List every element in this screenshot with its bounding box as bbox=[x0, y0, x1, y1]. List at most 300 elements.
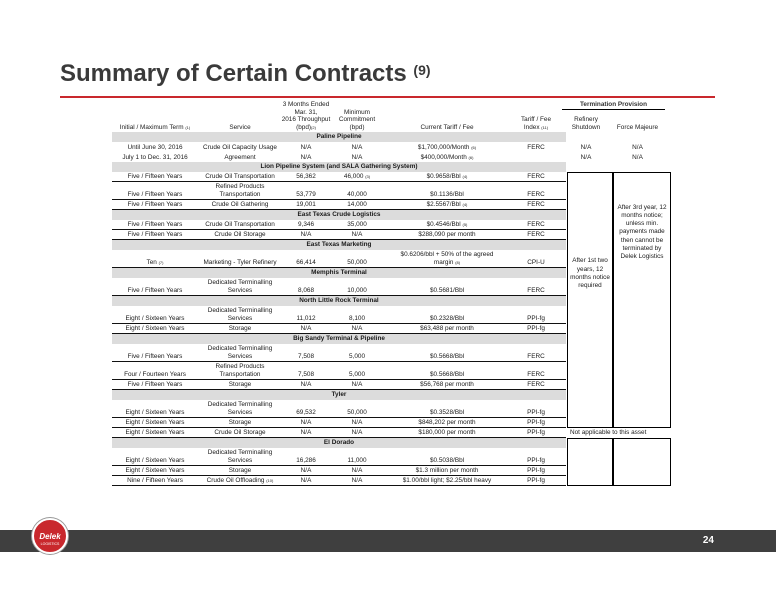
cell-tariff bbox=[384, 381, 510, 389]
cell-min bbox=[330, 221, 384, 229]
cell-term bbox=[112, 173, 198, 181]
cell-term bbox=[112, 201, 198, 209]
header-row-top bbox=[112, 100, 665, 110]
cell-tariff-footnote: (4) bbox=[462, 174, 468, 180]
cell-service-text: Storage bbox=[228, 419, 252, 427]
cell-min-text: N/A bbox=[351, 325, 363, 333]
cell-service bbox=[198, 363, 282, 379]
cell-min-text: 5,000 bbox=[349, 353, 365, 361]
cell-throughput bbox=[282, 419, 330, 427]
section-header: El Dorado bbox=[112, 438, 566, 448]
cell-index bbox=[510, 191, 562, 199]
cell-min-text: N/A bbox=[351, 381, 363, 389]
cell-throughput-text: N/A bbox=[300, 477, 312, 485]
cell-index bbox=[510, 259, 562, 267]
cell-min-text: 10,000 bbox=[347, 287, 367, 295]
cell-throughput-text: 16,286 bbox=[296, 457, 316, 465]
cell-index-text: FERC bbox=[527, 144, 545, 152]
col-header-throughput-l1: 3 Months Ended Mar. 31, bbox=[282, 100, 330, 116]
cell-term-text: Until June 30, 2016 bbox=[127, 144, 183, 152]
cell-term-text: Ten bbox=[146, 259, 157, 267]
col-header-throughput bbox=[276, 101, 336, 132]
col-header-min-l1: Minimum bbox=[344, 108, 370, 116]
col-header-min bbox=[330, 109, 384, 132]
cell-tariff bbox=[384, 419, 510, 427]
cell-term-text: Five / Fifteen Years bbox=[127, 221, 183, 229]
cell-term-text: July 1 to Dec. 31, 2016 bbox=[122, 154, 188, 162]
cell-throughput bbox=[282, 201, 330, 209]
cell-tariff bbox=[384, 353, 510, 361]
cell-min-text: 8,100 bbox=[349, 315, 365, 323]
cell-service-text: Services bbox=[227, 287, 253, 295]
cell-throughput bbox=[282, 315, 330, 323]
cell-service bbox=[198, 429, 282, 437]
cell-min-text: 11,000 bbox=[347, 457, 367, 465]
cell-index-text: FERC bbox=[527, 231, 545, 239]
cell-service-text: Storage bbox=[228, 381, 252, 389]
cell-service bbox=[198, 325, 282, 333]
cell-tariff-text: $0.9658/Bbl bbox=[426, 173, 461, 181]
cell-service bbox=[198, 477, 282, 485]
col-header-term-text: Initial / Maximum Term bbox=[119, 124, 184, 132]
table-row bbox=[112, 418, 566, 428]
cell-min-footnote: (3) bbox=[365, 174, 371, 180]
cell-tariff bbox=[384, 221, 510, 229]
cell-index-text: PPI-fg bbox=[527, 409, 545, 417]
cell-tariff bbox=[384, 287, 510, 295]
cell-index bbox=[510, 467, 562, 475]
table-row bbox=[112, 152, 665, 162]
cell-min bbox=[330, 429, 384, 437]
cell-service bbox=[198, 279, 282, 295]
cell-service-line1: Refined Products bbox=[215, 363, 265, 371]
cell-index-text: PPI-fg bbox=[527, 477, 545, 485]
cell-term-footnote: (7) bbox=[158, 260, 164, 266]
cell-index-text: CPI-U bbox=[527, 259, 545, 267]
cell-term-text: Five / Fifteen Years bbox=[127, 173, 183, 181]
cell-shutdown bbox=[562, 154, 610, 162]
el-dorado-force-box bbox=[613, 438, 671, 486]
cell-throughput bbox=[282, 221, 330, 229]
cell-service bbox=[198, 201, 282, 209]
cell-service bbox=[198, 221, 282, 229]
cell-min bbox=[330, 477, 384, 485]
cell-throughput-text: 7,508 bbox=[298, 353, 314, 361]
table-row bbox=[112, 142, 665, 152]
cell-tariff-text: $63,488 per month bbox=[420, 325, 474, 333]
cell-index-text: FERC bbox=[527, 287, 545, 295]
cell-throughput bbox=[282, 231, 330, 239]
cell-term-text: Five / Fifteen Years bbox=[127, 353, 183, 361]
cell-throughput bbox=[282, 259, 330, 267]
table-row bbox=[112, 324, 566, 334]
cell-min-text: N/A bbox=[351, 419, 363, 427]
cell-term bbox=[112, 353, 198, 361]
cell-force-text: N/A bbox=[632, 144, 643, 152]
cell-service bbox=[198, 173, 282, 181]
page-title-text: Summary of Certain Contracts bbox=[60, 60, 407, 87]
cell-service-text: Crude Oil Gathering bbox=[211, 201, 269, 209]
cell-term bbox=[112, 371, 198, 379]
table-row bbox=[112, 250, 566, 268]
cell-throughput-text: N/A bbox=[300, 231, 312, 239]
cell-service bbox=[198, 259, 282, 267]
cell-index-text: FERC bbox=[527, 371, 545, 379]
table-row bbox=[112, 220, 566, 230]
cell-service-text: Services bbox=[227, 315, 253, 323]
col-header-throughput-sup: (2) bbox=[311, 125, 316, 131]
cell-tariff bbox=[384, 457, 510, 465]
cell-min-text: N/A bbox=[351, 231, 363, 239]
col-header-min-l2: Commitment (bpd) bbox=[338, 116, 376, 132]
cell-term-text: Eight / Sixteen Years bbox=[125, 467, 185, 475]
cell-index-text: PPI-fg bbox=[527, 325, 545, 333]
cell-throughput-text: 8,068 bbox=[298, 287, 314, 295]
cell-throughput-text: N/A bbox=[300, 429, 312, 437]
cell-force-text: N/A bbox=[632, 154, 643, 162]
cell-tariff bbox=[384, 429, 510, 437]
cell-min-text: 40,000 bbox=[347, 191, 367, 199]
cell-term bbox=[112, 325, 198, 333]
cell-index bbox=[510, 409, 562, 417]
cell-tariff bbox=[384, 191, 510, 199]
cell-min bbox=[330, 201, 384, 209]
cell-min-text: N/A bbox=[351, 477, 363, 485]
cell-service bbox=[198, 183, 282, 199]
table-row bbox=[112, 448, 566, 466]
cell-tariff bbox=[384, 477, 510, 485]
table-row bbox=[112, 362, 566, 380]
cell-tariff bbox=[384, 144, 510, 152]
cell-throughput-text: 53,779 bbox=[296, 191, 316, 199]
cell-service bbox=[198, 307, 282, 323]
cell-tariff-footnote: (8) bbox=[455, 260, 461, 266]
cell-service bbox=[198, 381, 282, 389]
cell-tariff-text: $0.5668/Bbl bbox=[429, 371, 465, 379]
termination-provision-header: Termination Provision bbox=[562, 101, 665, 110]
cell-throughput-text: N/A bbox=[300, 325, 312, 333]
cell-tariff-footnote: (6) bbox=[468, 155, 474, 161]
cell-index bbox=[510, 353, 562, 361]
cell-service-text: Services bbox=[227, 457, 253, 465]
shutdown-note-box bbox=[567, 172, 613, 428]
cell-service-text: Agreement bbox=[224, 154, 256, 162]
cell-min bbox=[330, 144, 384, 152]
shutdown-note: After 1st two years, 12 months notice required bbox=[570, 257, 610, 290]
cell-min-text: 14,000 bbox=[347, 201, 367, 209]
cell-index bbox=[510, 231, 562, 239]
cell-tariff-footnote: (6) bbox=[471, 145, 477, 151]
cell-service-text: Crude Oil Storage bbox=[214, 231, 266, 239]
table-row bbox=[112, 466, 566, 476]
cell-index bbox=[510, 419, 562, 427]
cell-term bbox=[112, 477, 198, 485]
cell-throughput-text: N/A bbox=[300, 154, 312, 162]
col-header-index-l2: Index bbox=[523, 124, 540, 132]
cell-index bbox=[510, 477, 562, 485]
cell-index-text: PPI-fg bbox=[527, 429, 545, 437]
cell-force bbox=[610, 144, 665, 152]
title-rule bbox=[60, 96, 715, 98]
cell-index bbox=[510, 429, 562, 437]
cell-tariff-text: $848,202 per month bbox=[418, 419, 476, 427]
cell-tariff bbox=[384, 409, 510, 417]
cell-term-text: Five / Fifteen Years bbox=[127, 381, 183, 389]
section-header: Lion Pipeline System (and SALA Gathering System) bbox=[112, 162, 566, 172]
cell-throughput bbox=[282, 381, 330, 389]
col-header-service: Service bbox=[229, 124, 251, 132]
cell-term bbox=[112, 221, 198, 229]
cell-service-text: Storage bbox=[228, 467, 252, 475]
cell-min-text: 5,000 bbox=[349, 371, 365, 379]
cell-shutdown-text: N/A bbox=[580, 144, 592, 152]
delek-logo bbox=[32, 518, 68, 554]
page-number: 24 bbox=[702, 535, 714, 546]
cell-index-text: FERC bbox=[527, 173, 545, 181]
cell-term-text: Five / Fifteen Years bbox=[127, 201, 183, 209]
cell-throughput bbox=[282, 429, 330, 437]
cell-term bbox=[112, 231, 198, 239]
cell-tariff-text: $0.5038/Bbl bbox=[429, 457, 465, 465]
cell-index-text: FERC bbox=[527, 201, 545, 209]
cell-index-text: FERC bbox=[527, 221, 545, 229]
cell-min bbox=[330, 287, 384, 295]
cell-tariff bbox=[384, 325, 510, 333]
cell-term-text: Eight / Sixteen Years bbox=[125, 325, 185, 333]
cell-index bbox=[510, 381, 562, 389]
cell-service bbox=[198, 449, 282, 465]
col-header-throughput-l2: 2016 Throughput (bpd) bbox=[281, 116, 331, 132]
cell-min-text: 35,000 bbox=[347, 221, 367, 229]
cell-term bbox=[112, 191, 198, 199]
cell-index-text: FERC bbox=[527, 191, 545, 199]
cell-term-text: Nine / Fifteen Years bbox=[127, 477, 183, 485]
cell-index bbox=[510, 221, 562, 229]
footer-bar bbox=[0, 530, 776, 552]
cell-throughput-text: N/A bbox=[300, 419, 312, 427]
cell-term-text: Five / Fifteen Years bbox=[127, 191, 183, 199]
cell-index bbox=[510, 144, 562, 152]
cell-min-text: N/A bbox=[351, 429, 363, 437]
cell-service-text: Crude Oil Transportation bbox=[205, 173, 275, 181]
logo-name: Delek bbox=[39, 532, 61, 541]
cell-service-line1: Dedicated Terminalling bbox=[207, 345, 273, 353]
cell-throughput bbox=[282, 457, 330, 465]
cell-min bbox=[330, 467, 384, 475]
cell-service-line1: Dedicated Terminalling bbox=[207, 401, 273, 409]
cell-service-line1: Dedicated Terminalling bbox=[207, 307, 273, 315]
cell-min bbox=[330, 409, 384, 417]
cell-tariff bbox=[384, 467, 510, 475]
cell-tariff bbox=[384, 315, 510, 323]
force-majeure-note: After 3rd year, 12 months notice; unless min. payments made then cannot be terminated by Delek Logistics bbox=[617, 203, 667, 260]
cell-min bbox=[330, 231, 384, 239]
cell-index bbox=[510, 457, 562, 465]
section-header: Paline Pipeline bbox=[112, 132, 566, 142]
cell-term bbox=[112, 144, 198, 152]
cell-term-text: Eight / Sixteen Years bbox=[125, 315, 185, 323]
cell-tariff-text: $0.2328/Bbl bbox=[429, 315, 465, 323]
cell-throughput-text: 66,414 bbox=[296, 259, 316, 267]
cell-min-text: 50,000 bbox=[347, 409, 367, 417]
page-title bbox=[60, 60, 431, 88]
cell-min bbox=[330, 353, 384, 361]
cell-throughput bbox=[282, 409, 330, 417]
cell-term bbox=[112, 287, 198, 295]
cell-tariff-text: margin bbox=[433, 259, 454, 267]
cell-throughput bbox=[282, 371, 330, 379]
cell-min bbox=[330, 173, 384, 181]
cell-term bbox=[112, 259, 198, 267]
cell-min bbox=[330, 154, 384, 162]
cell-throughput-text: 7,508 bbox=[298, 371, 314, 379]
cell-tariff-text: $0.1136/Bbl bbox=[430, 191, 464, 199]
cell-tariff-text: $56,768 per month bbox=[420, 381, 474, 389]
col-header-term bbox=[112, 124, 198, 132]
cell-min bbox=[330, 371, 384, 379]
cell-service-text: Crude Oil Transportation bbox=[205, 221, 275, 229]
cell-throughput bbox=[282, 154, 330, 162]
table-row bbox=[112, 344, 566, 362]
cell-min bbox=[330, 325, 384, 333]
cell-tariff-text: $2.5567/Bbl bbox=[426, 201, 461, 209]
cell-service bbox=[198, 231, 282, 239]
cell-service-text: Services bbox=[227, 409, 253, 417]
cell-term bbox=[112, 154, 198, 162]
cell-term-text: Eight / Sixteen Years bbox=[125, 457, 185, 465]
cell-service-text: Crude Oil Offloading bbox=[206, 477, 265, 485]
cell-index-text: FERC bbox=[527, 381, 545, 389]
cell-service-text: Crude Oil Storage bbox=[214, 429, 266, 437]
section-header: North Little Rock Terminal bbox=[112, 296, 566, 306]
cell-tariff-text: $0.4546/Bbl bbox=[426, 221, 461, 229]
cell-tariff-footnote: (5) bbox=[462, 222, 468, 228]
cell-tariff bbox=[384, 154, 510, 162]
cell-term-text: Eight / Sixteen Years bbox=[125, 429, 185, 437]
col-header-index-l1: Tariff / Fee bbox=[520, 116, 552, 124]
logo-sub: LOGISTICS bbox=[40, 542, 60, 546]
cell-index bbox=[510, 371, 562, 379]
cell-service bbox=[198, 144, 282, 152]
cell-throughput-text: 11,012 bbox=[296, 315, 316, 323]
cell-term bbox=[112, 315, 198, 323]
page-title-footnote: (9) bbox=[413, 62, 431, 78]
cell-index bbox=[510, 325, 562, 333]
cell-service-line1: Dedicated Terminalling bbox=[207, 449, 273, 457]
cell-throughput bbox=[282, 287, 330, 295]
cell-tariff bbox=[384, 251, 510, 267]
cell-tariff-text: $1.00/bbl light; $2.25/bbl heavy bbox=[402, 477, 492, 485]
cell-index-text: PPI-fg bbox=[527, 419, 545, 427]
cell-index-text: PPI-fg bbox=[527, 457, 545, 465]
cell-tariff-text: $0.5668/Bbl bbox=[429, 353, 465, 361]
cell-tariff bbox=[384, 201, 510, 209]
cell-term bbox=[112, 409, 198, 417]
cell-min-text: N/A bbox=[351, 467, 363, 475]
cell-tariff-text: $1,700,000/Month bbox=[417, 144, 470, 152]
cell-index-text: FERC bbox=[527, 353, 545, 361]
cell-throughput-text: N/A bbox=[300, 381, 312, 389]
cell-term-text: Four / Fourteen Years bbox=[124, 371, 186, 379]
cell-term-text: Five / Fifteen Years bbox=[127, 287, 183, 295]
cell-throughput-text: 56,362 bbox=[296, 173, 316, 181]
cell-tariff bbox=[384, 371, 510, 379]
cell-index bbox=[510, 201, 562, 209]
cell-throughput bbox=[282, 144, 330, 152]
cell-tariff-text: $1.3 million per month bbox=[415, 467, 479, 475]
cell-term bbox=[112, 429, 198, 437]
cell-term bbox=[112, 457, 198, 465]
table-row bbox=[112, 400, 566, 418]
table-row bbox=[112, 476, 566, 486]
table-row bbox=[112, 278, 566, 296]
cell-min bbox=[330, 315, 384, 323]
section-header: Big Sandy Terminal & Pipeline bbox=[112, 334, 566, 344]
cell-service-text: Storage bbox=[228, 325, 252, 333]
cell-throughput bbox=[282, 325, 330, 333]
col-header-index-sup: (11) bbox=[541, 125, 549, 131]
cell-service bbox=[198, 154, 282, 162]
cell-tariff-text: $180,000 per month bbox=[418, 429, 476, 437]
cell-service bbox=[198, 401, 282, 417]
cell-min-text: N/A bbox=[351, 144, 363, 152]
cell-shutdown-text: N/A bbox=[580, 154, 592, 162]
table-row bbox=[112, 306, 566, 324]
cell-min bbox=[330, 381, 384, 389]
cell-index bbox=[510, 287, 562, 295]
cell-tariff-text: $0.3528/Bbl bbox=[429, 409, 465, 417]
cell-service bbox=[198, 467, 282, 475]
table-row bbox=[112, 428, 566, 438]
cell-service-text: Transportation bbox=[219, 371, 261, 379]
section-header: East Texas Marketing bbox=[112, 240, 566, 250]
cell-service-line1: Dedicated Terminalling bbox=[207, 279, 273, 287]
cell-service-line1: Refined Products bbox=[215, 183, 265, 191]
cell-throughput bbox=[282, 191, 330, 199]
cell-index bbox=[510, 315, 562, 323]
section-header: Tyler bbox=[112, 390, 566, 400]
table-row bbox=[112, 200, 566, 210]
cell-throughput bbox=[282, 353, 330, 361]
col-header-shutdown-l2: Shutdown bbox=[571, 124, 601, 132]
cell-index-text: PPI-fg bbox=[527, 467, 545, 475]
cell-tariff-text: $288,090 per month bbox=[418, 231, 476, 239]
cell-throughput-text: 9,346 bbox=[298, 221, 314, 229]
cell-tariff-text: $0.5681/Bbl bbox=[429, 287, 465, 295]
cell-term bbox=[112, 381, 198, 389]
cell-throughput bbox=[282, 173, 330, 181]
cell-throughput-text: 19,001 bbox=[296, 201, 316, 209]
cell-term-text: Five / Fifteen Years bbox=[127, 231, 183, 239]
cell-throughput-text: N/A bbox=[300, 144, 312, 152]
table-row bbox=[112, 182, 566, 200]
not-applicable-note: Not applicable to this asset bbox=[567, 428, 671, 438]
section-header: Memphis Terminal bbox=[112, 268, 566, 278]
cell-tariff bbox=[384, 231, 510, 239]
cell-term-text: Eight / Sixteen Years bbox=[125, 409, 185, 417]
col-header-shutdown bbox=[562, 116, 610, 132]
cell-min bbox=[330, 191, 384, 199]
col-header-term-sup: (1) bbox=[185, 125, 191, 131]
cell-service bbox=[198, 419, 282, 427]
cell-tariff-line1: $0.6206/bbl + 50% of the agreed bbox=[400, 251, 494, 259]
cell-min-text: 46,000 bbox=[343, 173, 364, 181]
cell-service bbox=[198, 345, 282, 361]
table-row bbox=[112, 230, 566, 240]
cell-tariff-footnote: (4) bbox=[462, 202, 468, 208]
cell-throughput-text: N/A bbox=[300, 467, 312, 475]
col-header-tariff: Current Tariff / Fee bbox=[420, 124, 474, 132]
